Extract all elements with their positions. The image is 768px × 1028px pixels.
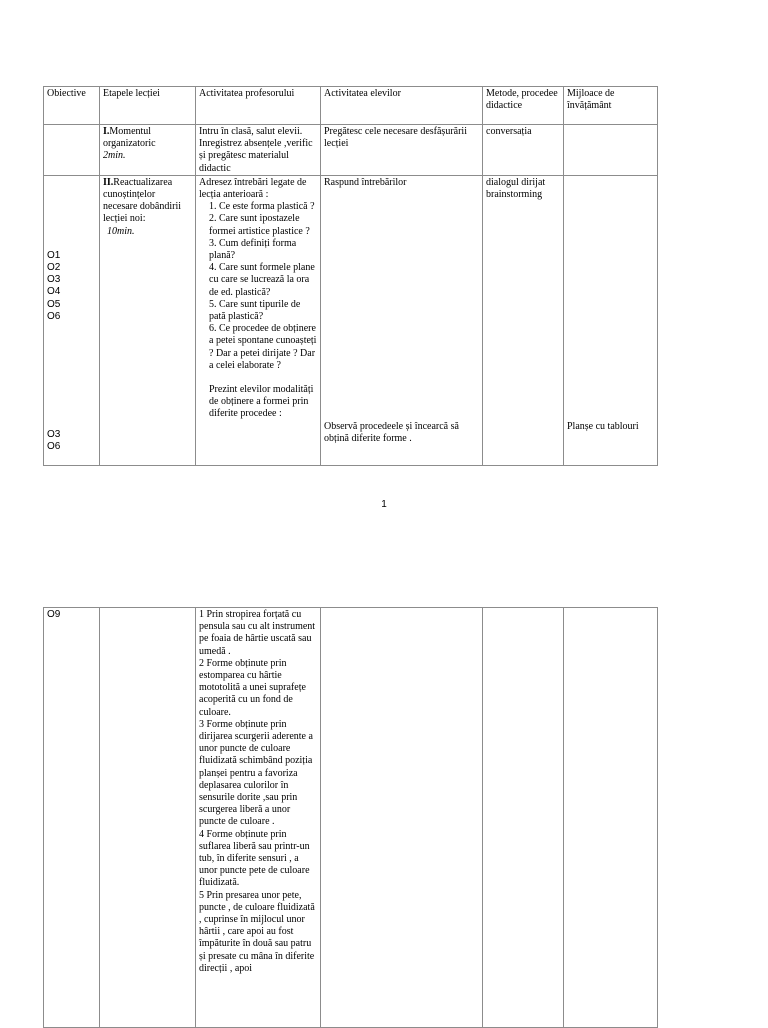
header-stages: Etapele lecției	[100, 87, 196, 125]
objective-code: O6	[47, 310, 61, 322]
student-activity-cell	[321, 175, 483, 465]
objective-list-b	[47, 429, 96, 453]
objective-code: O2	[47, 262, 61, 274]
objective-code: O9	[47, 609, 61, 620]
objective-cell	[44, 175, 100, 465]
methods-cell: dialogul dirijat brainstorming	[483, 175, 564, 465]
header-resources: Mijloace de învățământ	[564, 87, 658, 125]
teacher-activity-cell	[196, 608, 321, 1028]
student-activity-cell: Pregătesc cele necesare desfășurării lecției	[321, 125, 483, 176]
header-methods: Metode, procedee didactice	[483, 87, 564, 125]
stage-cell	[100, 608, 196, 1028]
page-number: 1	[381, 499, 387, 510]
objective-code: O4	[47, 286, 61, 298]
stage-duration: 10min.	[107, 225, 135, 237]
resources-cell	[564, 608, 658, 1028]
student-activity-cell	[321, 608, 483, 1028]
resources-text: Planșe cu tablouri	[567, 420, 639, 432]
table-row	[44, 125, 658, 176]
teacher-activity-cell: Intru în clasă, salut elevii. Inregistrez absențele ,verific și pregătesc materialul didactic	[196, 125, 321, 176]
stage-cell	[100, 175, 196, 465]
teacher-present: Prezint elevilor modalități de obținere a formei prin diferite procedee :	[209, 384, 314, 420]
teacher-activity-cell	[196, 175, 321, 465]
student-observe: Observă procedeele și încearcă să obțină diferite forme .	[324, 421, 459, 445]
header-objective: Obiective	[44, 87, 100, 125]
resources-cell	[564, 125, 658, 176]
objective-code: O6	[47, 441, 61, 453]
teacher-intro: Adresez întrebări legate de lecția anterioară :	[199, 176, 307, 201]
question-item: 6. Ce procedee de obținere a petei spontane cunoașteți ? Dar a petei dirijate ? Dar a celei elaborate ?	[209, 323, 317, 371]
methods-cell	[483, 608, 564, 1028]
procedure-item: 3 Forme obținute prin dirijarea scurgerii aderente a unor puncte de culoare fluidizată schimbând poziția planșei pentru a favoriza deplasarea culorilor în sensurile dorite ,sau prin scurgerea liberă a unor puncte de culoare .	[199, 718, 313, 828]
question-item: 1. Ce este forma plastică ?	[209, 201, 315, 213]
methods-cell: conversația	[483, 125, 564, 176]
procedure-item: 2 Forme obținute prin estomparea cu hârtie mototolită a unei suprafețe acoperită cu un fond de culoare.	[199, 657, 306, 718]
question-item: 2. Care sunt ipostazele formei artistice plastice ?	[209, 213, 310, 237]
objective-code: O5	[47, 298, 61, 310]
table-row	[44, 175, 658, 465]
stage-number: II.	[103, 176, 114, 188]
procedure-item: 4 Forme obținute prin suflarea liberă sau printr-un tub, în diferite sensuri , a unor puncte pete de culoare fluidizată.	[199, 828, 310, 889]
question-item: 3. Cum definiți forma plană?	[209, 237, 297, 262]
stage-duration: 2min.	[103, 150, 126, 162]
header-row	[44, 87, 658, 125]
objective-code: O3	[47, 429, 61, 441]
header-student-activity: Activitatea elevilor	[321, 87, 483, 125]
question-item: 4. Care sunt formele plane cu care se lucrează la ora de ed. plastică?	[209, 262, 315, 298]
question-item: 5. Care sunt tipurile de pată plastică?	[209, 298, 301, 323]
objective-code: O3	[47, 274, 61, 286]
student-answer: Raspund întrebărilor	[324, 176, 407, 188]
objective-cell	[44, 125, 100, 176]
stage-name: Reactualizarea cunoștințelor necesare dobândirii lecției noi:	[103, 176, 182, 225]
resources-cell	[564, 175, 658, 465]
procedure-item: 1 Prin stropirea forțată cu pensula sau cu alt instrument pe foaia de hârtie uscată sau umedă .	[199, 609, 316, 657]
stage-name: Momentul organizatoric	[103, 126, 156, 150]
procedure-item: 5 Prin presarea unor pete, puncte , de culoare fluidizată , cuprinse în mijlocul unor hârtii , care apoi au fost împăturite în două sau patru și presate cu mâna în diferite direcții , apoi	[199, 889, 315, 974]
stage-number: I.	[103, 126, 110, 137]
objective-code: O1	[47, 249, 61, 261]
header-teacher-activity: Activitatea profesorului	[196, 87, 321, 125]
lesson-plan-table	[43, 86, 658, 466]
lesson-plan-table-continued	[43, 607, 658, 1028]
table-row	[44, 608, 658, 1028]
stage-cell	[100, 125, 196, 176]
objective-cell	[44, 608, 100, 1028]
objective-list-a	[47, 250, 96, 323]
